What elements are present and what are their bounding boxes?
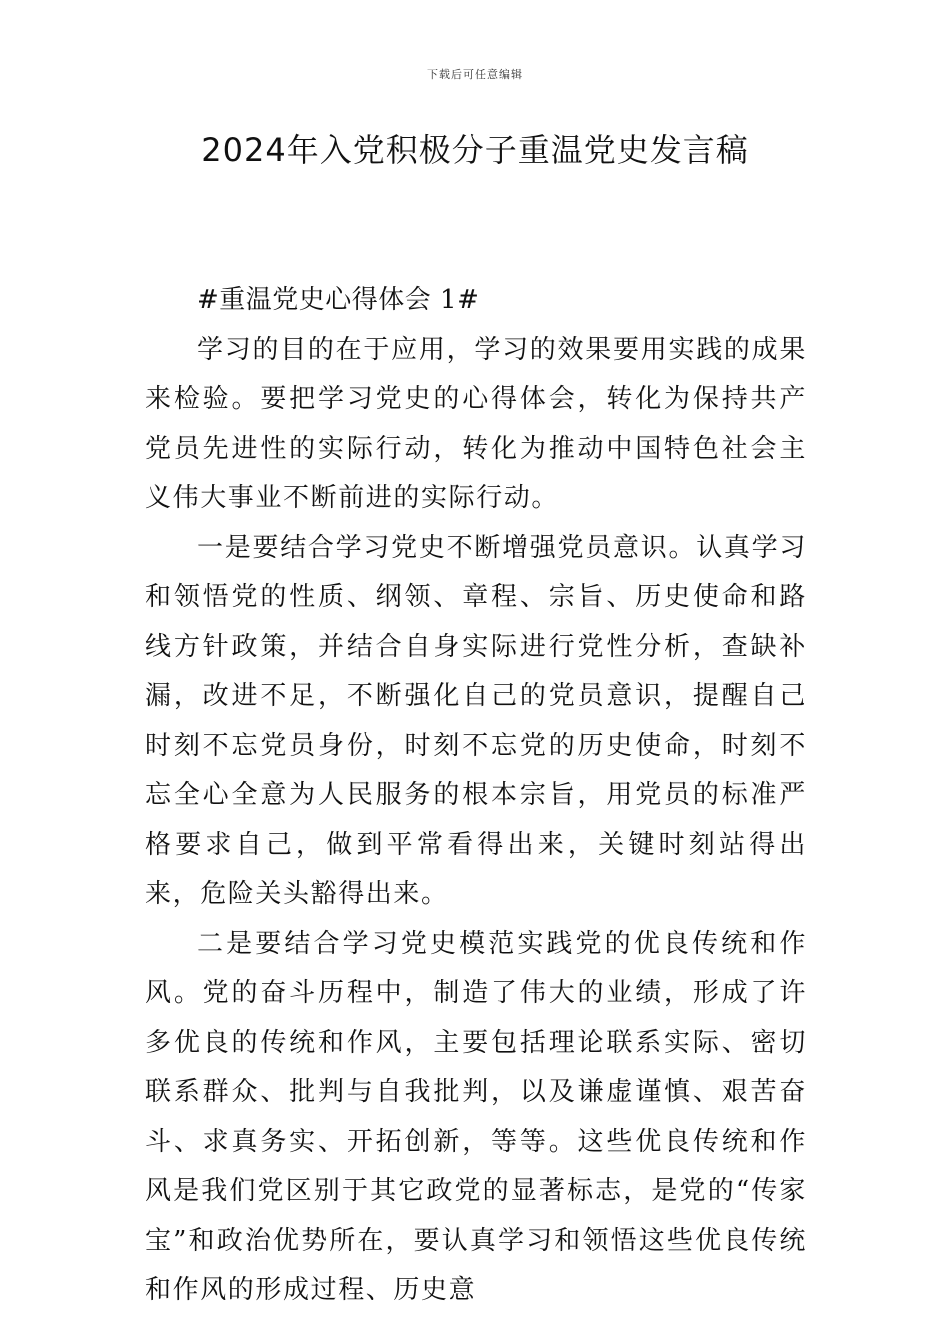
paragraph-2: 一是要结合学习党史不断增强党员意识。认真学习和领悟党的性质、纲领、章程、宗旨、历史使命和路线方针政策，并结合自身实际进行党性分析，查缺补漏，改进不足，不断强化自己的党员意识，提醒自己时刻不忘党员身份，时刻不忘党的历史使命，时刻不忘全心全意为人民服务的根本宗旨，用党员的标准严格要求自己，做到平常看得出来，关键时刻站得出来，危险关头豁得出来。 <box>145 532 807 909</box>
document-body <box>145 276 807 1316</box>
paragraph-3: 二是要结合学习党史模范实践党的优良传统和作风。党的奋斗历程中，制造了伟大的业绩，形成了许多优良的传统和作风，主要包括理论联系实际、密切联系群众、批判与自我批判，以及谦虚谨慎、艰苦奋斗、求真务实、开拓创新，等等。这些优良传统和作风是我们党区别于其它政党的显著标志，是党的“传家宝”和政治优势所在，要认真学习和领悟这些优良传统和作风的形成过程、历史意 <box>145 928 807 1305</box>
section-heading: #重温党史心得体会 1# <box>197 285 480 315</box>
document-title: 2024年入党积极分子重温党史发言稿 <box>201 131 749 169</box>
header-note: 下载后可任意编辑 <box>427 68 523 81</box>
paragraph-1: 学习的目的在于应用，学习的效果要用实践的成果来检验。要把学习党史的心得体会，转化为保持共产党员先进性的实际行动，转化为推动中国特色社会主义伟大事业不断前进的实际行动。 <box>145 334 807 513</box>
